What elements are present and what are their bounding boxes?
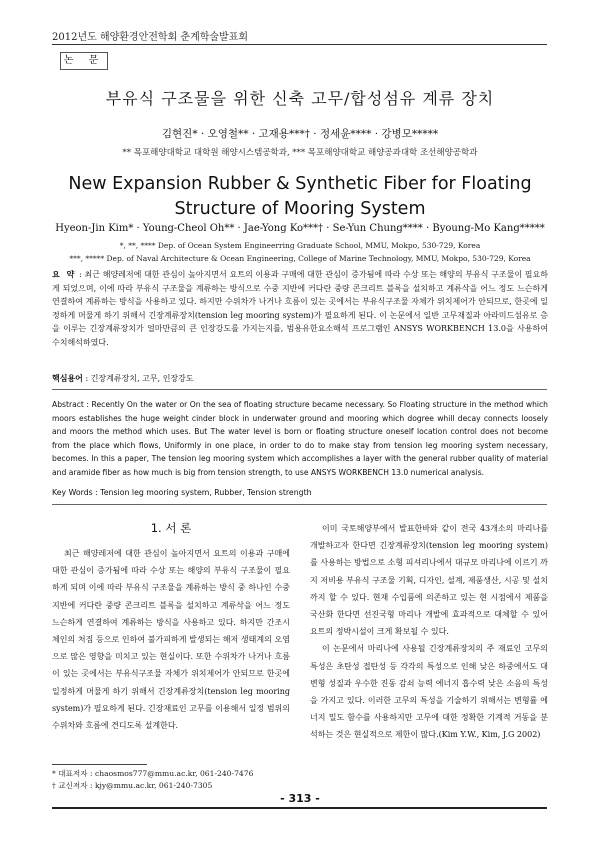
- header-divider: [52, 44, 547, 45]
- english-authors: Hyeon-Jin Kim* · Young-Cheol Oh** · Jae-Yong Ko***† · Se-Yun Chung**** · Byoung-Mo Kang*****: [55, 223, 545, 234]
- korean-authors: 김현진* · 오영철** · 고재용***† · 정세윤**** · 강병모*****: [161, 128, 439, 140]
- footnote-divider: [52, 764, 147, 765]
- english-abstract-label: Abstract: [52, 400, 84, 409]
- english-affiliation-1: *, **, **** Dep. of Ocean System Engineerring Graduate School, MMU, Mokpo, 530-729, Korea: [119, 241, 481, 250]
- english-abstract-text: : Recently On the water or On the sea of floating structure became necessary. So Floating structure in the method which moors establishes the huge weight cinder block in underwater ground and mooring which dogree whill decay connects loosely and moors the method which uses. But The water level is born or floating structure oneself location control does not become from the place which flows, Uniformly in one place, in order to do to make stay from tension leg mooring system necessary, becomes. In this a paper, The tension leg mooring system which accomplishes a layer with the general rubber quality of material and aramide fiber as how much is big from tension strength, to use ANSYS WORKBENCH 13.0 numerical analysis.: [52, 400, 548, 477]
- english-title: New Expansion Rubber & Synthetic Fiber for Floating Structure of Mooring System: [68, 174, 532, 219]
- korean-abstract: [52, 268, 548, 350]
- paper-type-badge: 논 문: [60, 52, 108, 70]
- korean-keywords: [52, 373, 548, 384]
- left-column: [52, 545, 290, 734]
- korean-keywords-label: 핵심용어: [52, 373, 83, 383]
- intro-paragraph-2: 이미 국토해양부에서 발표한바와 같이 전국 43개소의 마리나를 개발하고자 한다면 긴장계류장치(tension leg mooring system)를 사용하는 방법으로 소형 피셔리나에서 대규모 마리나에 이르기 까지 저비용 부유식 구조물 기획, 디자인, 설계, 제품생산, 시공 및 설치까지 할 수 있다. 현재 수입품에 의존하고 있는 현 시점에서 제품을 국산화 한다면 선진국형 마리나 개발에 효과적으로 대체할 수 있어 요트의 정박시설이 크게 확보될 수 있다.: [310, 524, 548, 637]
- english-abstract: [52, 398, 548, 480]
- korean-affiliation: ** 목포해양대학교 대학원 해양시스템공학과, *** 목포해양대학교 해양공과대학 조선해양공학과: [122, 148, 478, 158]
- keywords-divider: [52, 504, 547, 505]
- korean-keywords-text: : 긴장계류장치, 고무, 인장강도: [82, 374, 194, 383]
- footnote-corresponding-author: * 대표저자 : chaosmos777@mmu.ac.kr, 061-240-7476: [52, 769, 254, 778]
- abstract-divider: [52, 389, 547, 390]
- footnote-contact-author: † 교신저자 : kjy@mmu.ac.kr, 061-240-7305: [52, 781, 213, 790]
- english-affiliation-2: ***, ***** Dep. of Naval Architecture & Ocean Engineering, College of Marine Technology, MMU, Mokpo, 530-729, Korea: [69, 254, 531, 263]
- korean-abstract-text: : 최근 해양레저에 대한 관심이 높아지면서 요트의 이용과 구매에 대한 관심이 증가됨에 따라 수상 또는 해양의 부유식 구조물이 필요하게 되었으며, 이에 따라 부유식 구조물을 계류하는 방식으로 수중 지반에 커다란 중량 콘크리트 블록을 설치하고 계류삭을 어느 정도 느슨하게 연결하여 계류하는 방식을 사용하고 있다. 하지만 수위차가 나거나 흐름이 있는 곳에서는 부유식구조물 자체가 위치제어가 안되므로, 한곳에 일정하게 머물게 하기 위해서 긴장계류장치(tension leg mooring system)가 필요하게 된다. 이 논문에서 일반 고무재질과 아라미드섬유로 층을 이루는 긴장계류장치가 얼마만큼의 큰 인장강도를 가지는지를, 범용유한요소해석 프로그램인 ANSYS WORKBENCH 13.0을 사용하여 수치해석하였다.: [52, 270, 548, 347]
- korean-title: 부유식 구조물을 위한 신축 고무/합성섬유 계류 장치: [105, 89, 495, 108]
- english-keywords: [52, 488, 548, 497]
- intro-paragraph-3: 이 논문에서 마리나에 사용될 긴장계류장치의 주 재료인 고무의 특성은 초탄성 접탄성 등 각각의 특성으로 인해 낮은 하중에서도 대변형 성질과 우수한 진동 감쇠 능력 에너지 흡수력 낮은 소음의 특성을 가지고 있다. 이러한 고무의 특성을 기술하기 위해서는 변형률 에너지 밀도 함수를 사용하지만 고무에 대한 정확한 기계적 거동을 분석하는 것은 현실적으로 제한이 많다.(Kim Y.W., Kim, J.G 2002): [310, 644, 548, 740]
- english-keywords-label: Key Words: [52, 488, 93, 497]
- section-title-introduction: 1. 서 론: [150, 521, 192, 535]
- page-bottom-rule: [52, 807, 547, 809]
- conference-header: 2012년도 해양환경안전학회 춘계학술발표회: [52, 32, 249, 43]
- right-column: [310, 520, 548, 744]
- page-number: - 313 -: [280, 792, 320, 805]
- english-keywords-text: : Tension leg mooring system, Rubber, Tension strength: [92, 488, 312, 497]
- korean-abstract-label: 요 약: [52, 269, 77, 279]
- intro-paragraph-1: 최근 해양레저에 대한 관심이 높아지면서 요트의 이용과 구매에 대한 관심이 증가됨에 따라 수상 또는 해양의 부유식 구조물이 필요하게 되며 이에 따라 부유식 구조물을 계류하는 방식 중 하나인 수중지반에 커다란 중량 콘크리트 블록을 설치하고 계류삭을 어느 정도 느슨하게 연결하여 계류하는 방식을 사용하고 있다. 하지만 간조시 체인의 처짐 등으로 인하여 불가피하게 발생되는 해저 생태계의 오염으로 많은 영향을 미치고 있는 현실이다. 또한 수위차가 나거나 흐름이 있는 곳에서는 부유식구조물 자체가 위치제어가 안되므로 한곳에 일정하게 머물게 하기 위해서 긴장계류장치(tension leg mooring system)가 필요하게 된다. 긴장재료인 고무를 이용해서 일정 범위의 수위차와 흐름에 견디도록 설계한다.: [52, 549, 290, 731]
